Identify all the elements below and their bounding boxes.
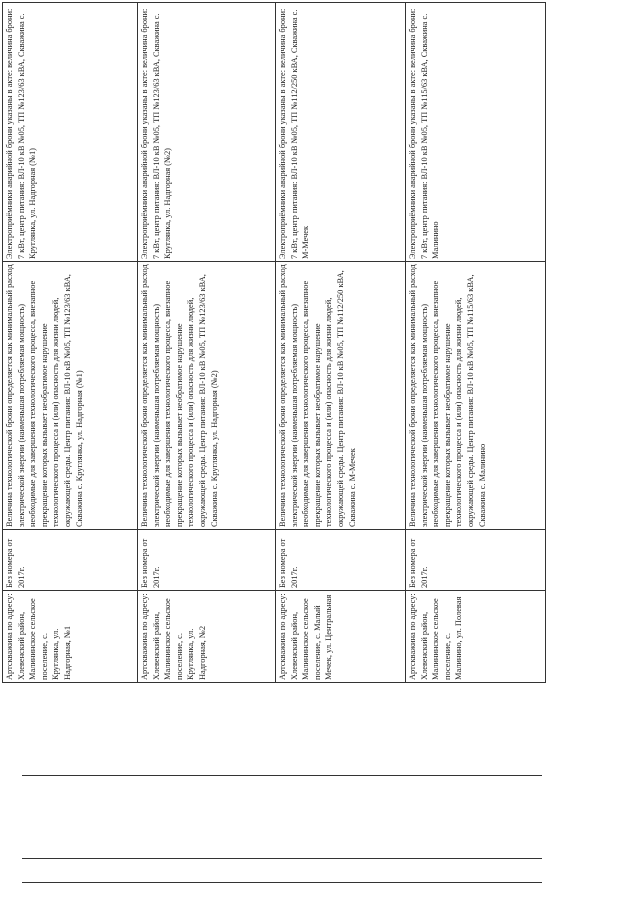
horizontal-rule xyxy=(22,858,542,859)
act-number-cell: Без номера от 2017г. xyxy=(276,530,406,591)
table-row xyxy=(276,3,406,683)
emergency-reservation-cell: Электроприёмники аварийной брони указаны в акте: величина брони: 7 кВт, центр питания: ВЛ-10 кВ №05, ТП №123/63 кВА, Скважина с. Круглянка, ул. Надгорная (№2) xyxy=(138,3,276,262)
tech-reservation-cell: Величина технологической брони определяется как минимальный расход электрической энергии (наименьшая потребляемая мощность) необходимые для завершения технологического процесса, внезапное прекращение которых вызывает необратимое нарушение технологического процесса и (или) опасность для жизни людей, окружающей среды. Центр питания: ВЛ-10 кВ №05, ТП №123/63 кВА, Скважина с. Круглянка, ул. Надгорная (№2) xyxy=(138,262,276,530)
power-reservation-table xyxy=(2,2,546,683)
emergency-reservation-cell: Электроприёмники аварийной брони указаны в акте: величина брони: 7 кВт, центр питания: ВЛ-10 кВ №05, ТП №112/250 кВА, Скважина с. М-Мечек xyxy=(276,3,406,262)
act-number-cell: Без номера от 2017г. xyxy=(3,530,138,591)
object-address-cell: Артскважина по адресу: Хлевенский район, Малининское сельское поселение, с. Малый Мечек, ул. Центральная xyxy=(276,591,406,683)
horizontal-rule xyxy=(22,775,542,776)
tech-reservation-cell: Величина технологической брони определяется как минимальный расход электрической энергии (наименьшая потребляемая мощность) необходимые для завершения технологического процесса, внезапное прекращение которых вызывает необратимое нарушение технологического процесса и (или) опасность для жизни людей, окружающей среды. Центр питания: ВЛ-10 кВ №05, ТП №112/250 кВА, Скважина с. М-Мечек xyxy=(276,262,406,530)
rotated-table-container xyxy=(2,3,545,683)
act-number-cell: Без номера от 2017г. xyxy=(138,530,276,591)
tech-reservation-cell: Величина технологической брони определяется как минимальный расход электрической энергии (наименьшая потребляемая мощность) необходимые для завершения технологического процесса, внезапное прекращение которых вызывает необратимое нарушение технологического процесса и (или) опасность для жизни людей, окружающей среды. Центр питания: ВЛ-10 кВ №05, ТП №123/63 кВА, Скважина с. Круглянка, ул. Надгорная (№1) xyxy=(3,262,138,530)
emergency-reservation-cell: Электроприёмники аварийной брони указаны в акте: величина брони: 7 кВт, центр питания: ВЛ-10 кВ №05, ТП №123/63 кВА, Скважина с. Круглянка, ул. Надгорная (№1) xyxy=(3,3,138,262)
object-address-cell: Артскважина по адресу: Хлевенский район, Малининское сельское поселение, с. Круглянка, ул. Надгорная, №1 xyxy=(3,591,138,683)
emergency-reservation-cell: Электроприёмники аварийной брони указаны в акте: величина брони: 7 кВт, центр питания: ВЛ-10 кВ №05, ТП №115/63 кВА, Скважина с. Малинино xyxy=(406,3,546,262)
horizontal-rule xyxy=(22,882,542,883)
table-row xyxy=(138,3,276,683)
tech-reservation-cell: Величина технологической брони определяется как минимальный расход электрической энергии (наименьшая потребляемая мощность) необходимые для завершения технологического процесса, внезапное прекращение которых вызывает необратимое нарушение технологического процесса и (или) опасность для жизни людей, окружающей среды. Центр питания: ВЛ-10 кВ №05, ТП №115/63 кВА, Скважина с. Малинино xyxy=(406,262,546,530)
object-address-cell: Артскважина по адресу: Хлевенский район, Малининское сельское поселение, с. Малинино, ул. Полевая xyxy=(406,591,546,683)
object-address-cell: Артскважина по адресу: Хлевенский район, Малининское сельское поселение, с. Круглянка, ул. Надгорная, №2 xyxy=(138,591,276,683)
act-number-cell: Без номера от 2017г. xyxy=(406,530,546,591)
table-row xyxy=(3,3,138,683)
table-row xyxy=(406,3,546,683)
